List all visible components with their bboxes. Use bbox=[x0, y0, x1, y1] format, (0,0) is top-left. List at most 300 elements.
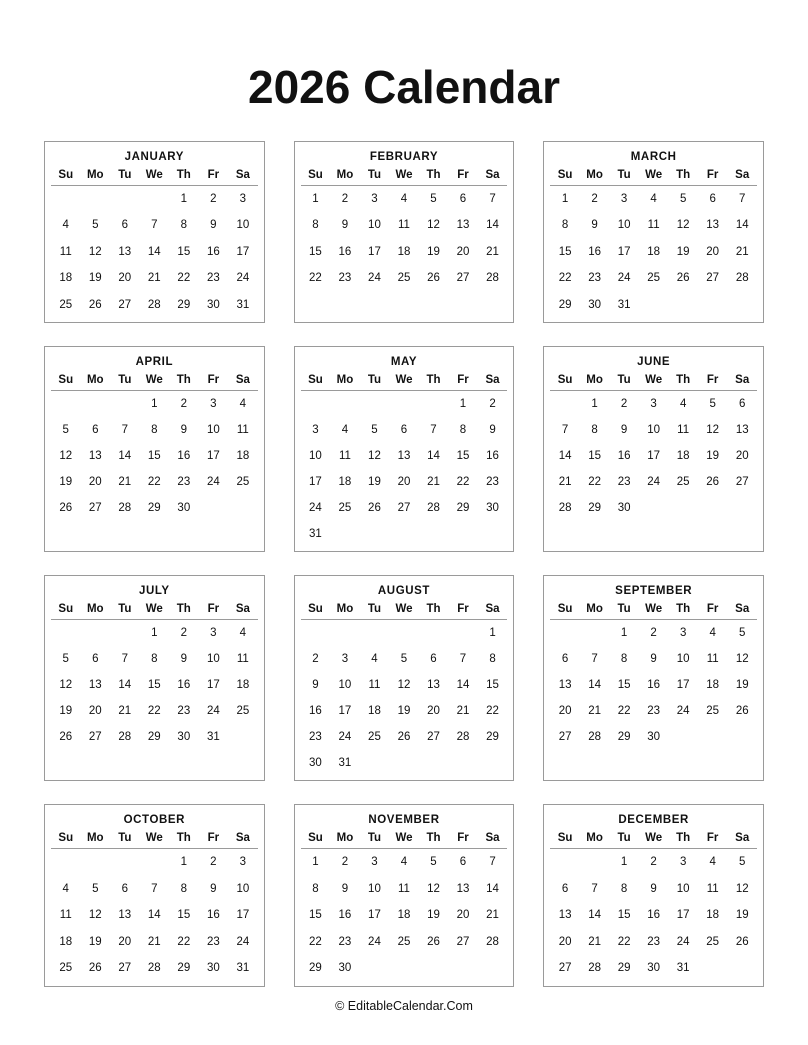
day-cell[interactable]: 25 bbox=[706, 705, 720, 718]
day-cell[interactable]: 21 bbox=[735, 245, 749, 258]
day-cell[interactable]: 30 bbox=[309, 757, 322, 770]
day-cell[interactable]: 12 bbox=[427, 882, 440, 895]
day-cell[interactable]: 22 bbox=[617, 935, 631, 948]
day-cell[interactable]: 16 bbox=[647, 909, 661, 922]
day-cell[interactable]: 5 bbox=[62, 424, 69, 437]
day-cell[interactable]: 1 bbox=[151, 398, 158, 411]
day-cell[interactable]: 9 bbox=[180, 424, 188, 437]
day-cell[interactable]: 23 bbox=[206, 935, 220, 948]
day-cell[interactable]: 6 bbox=[400, 424, 408, 437]
day-cell[interactable]: 14 bbox=[118, 450, 132, 463]
day-cell[interactable]: 13 bbox=[456, 219, 470, 232]
day-cell[interactable]: 8 bbox=[180, 882, 188, 895]
day-cell[interactable]: 1 bbox=[591, 398, 598, 411]
day-cell[interactable]: 26 bbox=[427, 935, 440, 948]
day-cell[interactable]: 25 bbox=[368, 731, 381, 744]
day-cell[interactable]: 21 bbox=[118, 705, 132, 718]
day-cell[interactable]: 10 bbox=[236, 219, 250, 232]
day-cell[interactable]: 10 bbox=[309, 450, 322, 463]
day-cell[interactable]: 2 bbox=[210, 192, 217, 205]
day-cell[interactable]: 8 bbox=[151, 424, 158, 437]
day-cell[interactable]: 28 bbox=[456, 731, 470, 744]
day-cell[interactable]: 17 bbox=[368, 245, 381, 258]
day-cell[interactable]: 15 bbox=[309, 245, 322, 258]
day-cell[interactable]: 13 bbox=[456, 882, 470, 895]
day-cell[interactable]: 7 bbox=[151, 882, 158, 895]
day-cell[interactable]: 26 bbox=[59, 731, 73, 744]
day-cell[interactable]: 27 bbox=[706, 272, 720, 285]
day-cell[interactable]: 14 bbox=[486, 882, 499, 895]
day-cell[interactable]: 17 bbox=[236, 245, 250, 258]
day-cell[interactable]: 3 bbox=[341, 653, 349, 666]
day-cell[interactable]: 13 bbox=[397, 450, 411, 463]
day-cell[interactable]: 26 bbox=[88, 298, 102, 311]
day-cell[interactable]: 28 bbox=[558, 502, 572, 515]
day-cell[interactable]: 18 bbox=[338, 476, 352, 489]
day-cell[interactable]: 21 bbox=[558, 476, 572, 489]
day-cell[interactable]: 28 bbox=[486, 272, 499, 285]
day-cell[interactable]: 30 bbox=[177, 731, 191, 744]
day-cell[interactable]: 17 bbox=[338, 705, 352, 718]
day-cell[interactable]: 30 bbox=[588, 298, 601, 311]
day-cell[interactable]: 10 bbox=[676, 653, 690, 666]
day-cell[interactable]: 24 bbox=[617, 272, 631, 285]
day-cell[interactable]: 12 bbox=[368, 450, 381, 463]
day-cell[interactable]: 31 bbox=[206, 731, 220, 744]
day-cell[interactable]: 11 bbox=[706, 882, 719, 895]
day-cell[interactable]: 30 bbox=[206, 298, 220, 311]
day-cell[interactable]: 16 bbox=[617, 450, 631, 463]
day-cell[interactable]: 29 bbox=[456, 502, 470, 515]
day-cell[interactable]: 19 bbox=[427, 245, 440, 258]
day-cell[interactable]: 30 bbox=[617, 502, 631, 515]
day-cell[interactable]: 28 bbox=[486, 935, 499, 948]
day-cell[interactable]: 8 bbox=[312, 219, 319, 232]
day-cell[interactable]: 10 bbox=[338, 679, 352, 692]
day-cell[interactable]: 23 bbox=[486, 476, 499, 489]
day-cell[interactable]: 22 bbox=[309, 935, 322, 948]
day-cell[interactable]: 30 bbox=[338, 962, 352, 975]
day-cell[interactable]: 5 bbox=[739, 856, 746, 869]
day-cell[interactable]: 24 bbox=[236, 272, 250, 285]
day-cell[interactable]: 28 bbox=[147, 298, 161, 311]
day-cell[interactable]: 4 bbox=[341, 424, 349, 437]
day-cell[interactable]: 3 bbox=[650, 398, 657, 411]
day-cell[interactable]: 12 bbox=[59, 679, 73, 692]
day-cell[interactable]: 29 bbox=[617, 731, 631, 744]
day-cell[interactable]: 18 bbox=[397, 909, 411, 922]
day-cell[interactable]: 15 bbox=[617, 909, 631, 922]
day-cell[interactable]: 27 bbox=[456, 935, 470, 948]
day-cell[interactable]: 11 bbox=[647, 219, 660, 232]
day-cell[interactable]: 11 bbox=[236, 424, 249, 437]
day-cell[interactable]: 10 bbox=[647, 424, 661, 437]
day-cell[interactable]: 11 bbox=[397, 882, 410, 895]
day-cell[interactable]: 14 bbox=[735, 219, 749, 232]
day-cell[interactable]: 9 bbox=[312, 679, 319, 692]
day-cell[interactable]: 23 bbox=[338, 935, 352, 948]
day-cell[interactable]: 17 bbox=[206, 450, 220, 463]
day-cell[interactable]: 28 bbox=[588, 962, 601, 975]
day-cell[interactable]: 3 bbox=[210, 627, 217, 640]
day-cell[interactable]: 13 bbox=[88, 450, 102, 463]
day-cell[interactable]: 7 bbox=[591, 882, 598, 895]
day-cell[interactable]: 29 bbox=[147, 731, 161, 744]
day-cell[interactable]: 8 bbox=[180, 219, 188, 232]
day-cell[interactable]: 26 bbox=[59, 502, 73, 515]
day-cell[interactable]: 17 bbox=[236, 909, 250, 922]
day-cell[interactable]: 7 bbox=[459, 653, 467, 666]
day-cell[interactable]: 4 bbox=[62, 882, 69, 895]
day-cell[interactable]: 18 bbox=[397, 245, 411, 258]
day-cell[interactable]: 31 bbox=[617, 298, 631, 311]
day-cell[interactable]: 12 bbox=[88, 245, 102, 258]
day-cell[interactable]: 19 bbox=[706, 450, 720, 463]
day-cell[interactable]: 3 bbox=[679, 856, 687, 869]
day-cell[interactable]: 29 bbox=[177, 962, 191, 975]
day-cell[interactable]: 2 bbox=[620, 398, 628, 411]
day-cell[interactable]: 16 bbox=[647, 679, 661, 692]
day-cell[interactable]: 27 bbox=[118, 298, 132, 311]
day-cell[interactable]: 17 bbox=[676, 909, 690, 922]
day-cell[interactable]: 7 bbox=[739, 192, 746, 205]
day-cell[interactable]: 20 bbox=[88, 476, 102, 489]
day-cell[interactable]: 29 bbox=[588, 502, 601, 515]
day-cell[interactable]: 16 bbox=[206, 909, 220, 922]
day-cell[interactable]: 15 bbox=[177, 245, 191, 258]
day-cell[interactable]: 3 bbox=[312, 424, 319, 437]
day-cell[interactable]: 25 bbox=[59, 298, 73, 311]
day-cell[interactable]: 10 bbox=[236, 882, 250, 895]
day-cell[interactable]: 6 bbox=[121, 882, 128, 895]
day-cell[interactable]: 12 bbox=[59, 450, 73, 463]
day-cell[interactable]: 23 bbox=[177, 476, 191, 489]
day-cell[interactable]: 19 bbox=[88, 935, 102, 948]
day-cell[interactable]: 22 bbox=[177, 935, 191, 948]
day-cell[interactable]: 24 bbox=[368, 272, 381, 285]
day-cell[interactable]: 22 bbox=[558, 272, 572, 285]
day-cell[interactable]: 2 bbox=[650, 627, 657, 640]
day-cell[interactable]: 19 bbox=[735, 679, 749, 692]
day-cell[interactable]: 26 bbox=[706, 476, 720, 489]
day-cell[interactable]: 10 bbox=[206, 653, 220, 666]
day-cell[interactable]: 18 bbox=[647, 245, 661, 258]
day-cell[interactable]: 8 bbox=[620, 882, 628, 895]
day-cell[interactable]: 27 bbox=[427, 731, 440, 744]
day-cell[interactable]: 23 bbox=[177, 705, 191, 718]
day-cell[interactable]: 15 bbox=[617, 679, 631, 692]
day-cell[interactable]: 31 bbox=[676, 962, 690, 975]
day-cell[interactable]: 14 bbox=[147, 245, 161, 258]
day-cell[interactable]: 29 bbox=[486, 731, 499, 744]
day-cell[interactable]: 16 bbox=[338, 245, 352, 258]
day-cell[interactable]: 11 bbox=[397, 219, 410, 232]
day-cell[interactable]: 28 bbox=[588, 731, 601, 744]
day-cell[interactable]: 16 bbox=[177, 679, 191, 692]
day-cell[interactable]: 4 bbox=[650, 192, 657, 205]
day-cell[interactable]: 8 bbox=[591, 424, 598, 437]
day-cell[interactable]: 21 bbox=[427, 476, 440, 489]
day-cell[interactable]: 21 bbox=[486, 245, 499, 258]
day-cell[interactable]: 21 bbox=[588, 935, 601, 948]
day-cell[interactable]: 11 bbox=[236, 653, 249, 666]
day-cell[interactable]: 20 bbox=[558, 935, 572, 948]
day-cell[interactable]: 23 bbox=[617, 476, 631, 489]
day-cell[interactable]: 18 bbox=[368, 705, 381, 718]
day-cell[interactable]: 6 bbox=[459, 856, 467, 869]
day-cell[interactable]: 8 bbox=[459, 424, 467, 437]
day-cell[interactable]: 14 bbox=[588, 679, 601, 692]
day-cell[interactable]: 9 bbox=[620, 424, 628, 437]
day-cell[interactable]: 21 bbox=[118, 476, 132, 489]
day-cell[interactable]: 29 bbox=[309, 962, 322, 975]
day-cell[interactable]: 13 bbox=[558, 909, 572, 922]
day-cell[interactable]: 19 bbox=[368, 476, 381, 489]
day-cell[interactable]: 22 bbox=[147, 476, 161, 489]
day-cell[interactable]: 28 bbox=[735, 272, 749, 285]
day-cell[interactable]: 21 bbox=[147, 272, 161, 285]
day-cell[interactable]: 20 bbox=[118, 272, 132, 285]
day-cell[interactable]: 1 bbox=[561, 192, 569, 205]
day-cell[interactable]: 14 bbox=[588, 909, 601, 922]
day-cell[interactable]: 22 bbox=[147, 705, 161, 718]
day-cell[interactable]: 10 bbox=[206, 424, 220, 437]
day-cell[interactable]: 6 bbox=[430, 653, 437, 666]
day-cell[interactable]: 6 bbox=[561, 653, 569, 666]
day-cell[interactable]: 19 bbox=[735, 909, 749, 922]
day-cell[interactable]: 20 bbox=[735, 450, 749, 463]
day-cell[interactable]: 16 bbox=[588, 245, 601, 258]
day-cell[interactable]: 8 bbox=[489, 653, 496, 666]
day-cell[interactable]: 5 bbox=[739, 627, 746, 640]
day-cell[interactable]: 25 bbox=[706, 935, 720, 948]
day-cell[interactable]: 19 bbox=[59, 476, 73, 489]
day-cell[interactable]: 23 bbox=[338, 272, 352, 285]
day-cell[interactable]: 20 bbox=[706, 245, 720, 258]
day-cell[interactable]: 26 bbox=[735, 935, 749, 948]
day-cell[interactable]: 14 bbox=[427, 450, 440, 463]
day-cell[interactable]: 26 bbox=[427, 272, 440, 285]
day-cell[interactable]: 25 bbox=[397, 935, 411, 948]
day-cell[interactable]: 1 bbox=[620, 627, 628, 640]
day-cell[interactable]: 30 bbox=[647, 962, 661, 975]
day-cell[interactable]: 28 bbox=[147, 962, 161, 975]
day-cell[interactable]: 8 bbox=[561, 219, 569, 232]
day-cell[interactable]: 19 bbox=[427, 909, 440, 922]
day-cell[interactable]: 5 bbox=[371, 424, 378, 437]
day-cell[interactable]: 7 bbox=[489, 192, 496, 205]
day-cell[interactable]: 27 bbox=[558, 731, 572, 744]
day-cell[interactable]: 3 bbox=[371, 192, 378, 205]
day-cell[interactable]: 7 bbox=[430, 424, 437, 437]
day-cell[interactable]: 16 bbox=[309, 705, 322, 718]
day-cell[interactable]: 17 bbox=[676, 679, 690, 692]
day-cell[interactable]: 2 bbox=[650, 856, 657, 869]
day-cell[interactable]: 11 bbox=[59, 909, 72, 922]
day-cell[interactable]: 23 bbox=[647, 705, 661, 718]
day-cell[interactable]: 13 bbox=[427, 679, 440, 692]
day-cell[interactable]: 9 bbox=[210, 882, 217, 895]
day-cell[interactable]: 29 bbox=[177, 298, 191, 311]
day-cell[interactable]: 24 bbox=[206, 705, 220, 718]
day-cell[interactable]: 4 bbox=[62, 219, 69, 232]
day-cell[interactable]: 5 bbox=[679, 192, 687, 205]
day-cell[interactable]: 3 bbox=[620, 192, 628, 205]
day-cell[interactable]: 28 bbox=[118, 731, 132, 744]
day-cell[interactable]: 13 bbox=[118, 909, 132, 922]
day-cell[interactable]: 9 bbox=[591, 219, 598, 232]
day-cell[interactable]: 17 bbox=[617, 245, 631, 258]
day-cell[interactable]: 12 bbox=[706, 424, 720, 437]
day-cell[interactable]: 11 bbox=[677, 424, 690, 437]
day-cell[interactable]: 9 bbox=[650, 653, 657, 666]
day-cell[interactable]: 22 bbox=[617, 705, 631, 718]
day-cell[interactable]: 20 bbox=[456, 909, 470, 922]
day-cell[interactable]: 25 bbox=[338, 502, 352, 515]
day-cell[interactable]: 15 bbox=[147, 679, 161, 692]
day-cell[interactable]: 5 bbox=[400, 653, 408, 666]
day-cell[interactable]: 25 bbox=[397, 272, 411, 285]
day-cell[interactable]: 13 bbox=[118, 245, 132, 258]
day-cell[interactable]: 1 bbox=[151, 627, 158, 640]
day-cell[interactable]: 11 bbox=[59, 245, 72, 258]
day-cell[interactable]: 30 bbox=[647, 731, 661, 744]
day-cell[interactable]: 27 bbox=[735, 476, 749, 489]
day-cell[interactable]: 26 bbox=[676, 272, 690, 285]
day-cell[interactable]: 28 bbox=[427, 502, 440, 515]
day-cell[interactable]: 18 bbox=[236, 679, 250, 692]
day-cell[interactable]: 10 bbox=[676, 882, 690, 895]
day-cell[interactable]: 27 bbox=[558, 962, 572, 975]
day-cell[interactable]: 25 bbox=[59, 962, 73, 975]
day-cell[interactable]: 9 bbox=[341, 882, 349, 895]
day-cell[interactable]: 18 bbox=[706, 679, 720, 692]
day-cell[interactable]: 14 bbox=[118, 679, 132, 692]
day-cell[interactable]: 5 bbox=[430, 856, 437, 869]
day-cell[interactable]: 23 bbox=[309, 731, 322, 744]
day-cell[interactable]: 24 bbox=[676, 935, 690, 948]
day-cell[interactable]: 27 bbox=[397, 502, 411, 515]
day-cell[interactable]: 14 bbox=[558, 450, 572, 463]
day-cell[interactable]: 3 bbox=[239, 192, 247, 205]
day-cell[interactable]: 4 bbox=[400, 856, 408, 869]
day-cell[interactable]: 20 bbox=[427, 705, 440, 718]
day-cell[interactable]: 22 bbox=[309, 272, 322, 285]
day-cell[interactable]: 14 bbox=[147, 909, 161, 922]
day-cell[interactable]: 2 bbox=[180, 398, 188, 411]
day-cell[interactable]: 15 bbox=[177, 909, 191, 922]
day-cell[interactable]: 26 bbox=[735, 705, 749, 718]
day-cell[interactable]: 15 bbox=[558, 245, 572, 258]
day-cell[interactable]: 4 bbox=[679, 398, 687, 411]
day-cell[interactable]: 9 bbox=[650, 882, 657, 895]
day-cell[interactable]: 17 bbox=[647, 450, 661, 463]
day-cell[interactable]: 12 bbox=[676, 219, 690, 232]
day-cell[interactable]: 25 bbox=[236, 476, 250, 489]
day-cell[interactable]: 26 bbox=[368, 502, 381, 515]
day-cell[interactable]: 31 bbox=[236, 962, 250, 975]
day-cell[interactable]: 15 bbox=[147, 450, 161, 463]
day-cell[interactable]: 12 bbox=[735, 653, 749, 666]
day-cell[interactable]: 24 bbox=[368, 935, 381, 948]
day-cell[interactable]: 3 bbox=[210, 398, 217, 411]
day-cell[interactable]: 7 bbox=[591, 653, 598, 666]
day-cell[interactable]: 6 bbox=[709, 192, 716, 205]
day-cell[interactable]: 7 bbox=[151, 219, 158, 232]
day-cell[interactable]: 15 bbox=[456, 450, 470, 463]
day-cell[interactable]: 22 bbox=[177, 272, 191, 285]
day-cell[interactable]: 12 bbox=[427, 219, 440, 232]
day-cell[interactable]: 11 bbox=[368, 679, 381, 692]
day-cell[interactable]: 10 bbox=[368, 882, 381, 895]
day-cell[interactable]: 8 bbox=[151, 653, 158, 666]
day-cell[interactable]: 13 bbox=[558, 679, 572, 692]
day-cell[interactable]: 24 bbox=[338, 731, 352, 744]
day-cell[interactable]: 6 bbox=[739, 398, 746, 411]
day-cell[interactable]: 26 bbox=[88, 962, 102, 975]
day-cell[interactable]: 22 bbox=[588, 476, 601, 489]
day-cell[interactable]: 2 bbox=[489, 398, 496, 411]
day-cell[interactable]: 5 bbox=[709, 398, 716, 411]
day-cell[interactable]: 20 bbox=[88, 705, 102, 718]
day-cell[interactable]: 30 bbox=[206, 962, 220, 975]
day-cell[interactable]: 5 bbox=[62, 653, 69, 666]
day-cell[interactable]: 31 bbox=[338, 757, 352, 770]
day-cell[interactable]: 4 bbox=[371, 653, 378, 666]
day-cell[interactable]: 13 bbox=[706, 219, 720, 232]
day-cell[interactable]: 6 bbox=[92, 653, 99, 666]
day-cell[interactable]: 1 bbox=[312, 856, 319, 869]
day-cell[interactable]: 2 bbox=[341, 856, 349, 869]
day-cell[interactable]: 24 bbox=[206, 476, 220, 489]
day-cell[interactable]: 1 bbox=[180, 192, 188, 205]
day-cell[interactable]: 4 bbox=[709, 856, 716, 869]
day-cell[interactable]: 7 bbox=[561, 424, 569, 437]
day-cell[interactable]: 17 bbox=[309, 476, 322, 489]
day-cell[interactable]: 19 bbox=[397, 705, 411, 718]
day-cell[interactable]: 3 bbox=[239, 856, 247, 869]
day-cell[interactable]: 18 bbox=[706, 909, 720, 922]
day-cell[interactable]: 2 bbox=[312, 653, 319, 666]
day-cell[interactable]: 26 bbox=[397, 731, 411, 744]
day-cell[interactable]: 19 bbox=[676, 245, 690, 258]
day-cell[interactable]: 24 bbox=[309, 502, 322, 515]
day-cell[interactable]: 2 bbox=[180, 627, 188, 640]
day-cell[interactable]: 7 bbox=[121, 424, 128, 437]
day-cell[interactable]: 19 bbox=[88, 272, 102, 285]
day-cell[interactable]: 2 bbox=[341, 192, 349, 205]
day-cell[interactable]: 18 bbox=[236, 450, 250, 463]
day-cell[interactable]: 20 bbox=[118, 935, 132, 948]
day-cell[interactable]: 23 bbox=[647, 935, 661, 948]
day-cell[interactable]: 28 bbox=[118, 502, 132, 515]
day-cell[interactable]: 27 bbox=[88, 731, 102, 744]
day-cell[interactable]: 5 bbox=[92, 882, 99, 895]
day-cell[interactable]: 27 bbox=[88, 502, 102, 515]
day-cell[interactable]: 17 bbox=[368, 909, 381, 922]
day-cell[interactable]: 15 bbox=[588, 450, 601, 463]
day-cell[interactable]: 17 bbox=[206, 679, 220, 692]
day-cell[interactable]: 4 bbox=[400, 192, 408, 205]
day-cell[interactable]: 3 bbox=[679, 627, 687, 640]
day-cell[interactable]: 20 bbox=[456, 245, 470, 258]
day-cell[interactable]: 24 bbox=[236, 935, 250, 948]
day-cell[interactable]: 12 bbox=[735, 882, 749, 895]
day-cell[interactable]: 22 bbox=[486, 705, 499, 718]
day-cell[interactable]: 21 bbox=[588, 705, 601, 718]
day-cell[interactable]: 1 bbox=[489, 627, 496, 640]
day-cell[interactable]: 15 bbox=[309, 909, 322, 922]
